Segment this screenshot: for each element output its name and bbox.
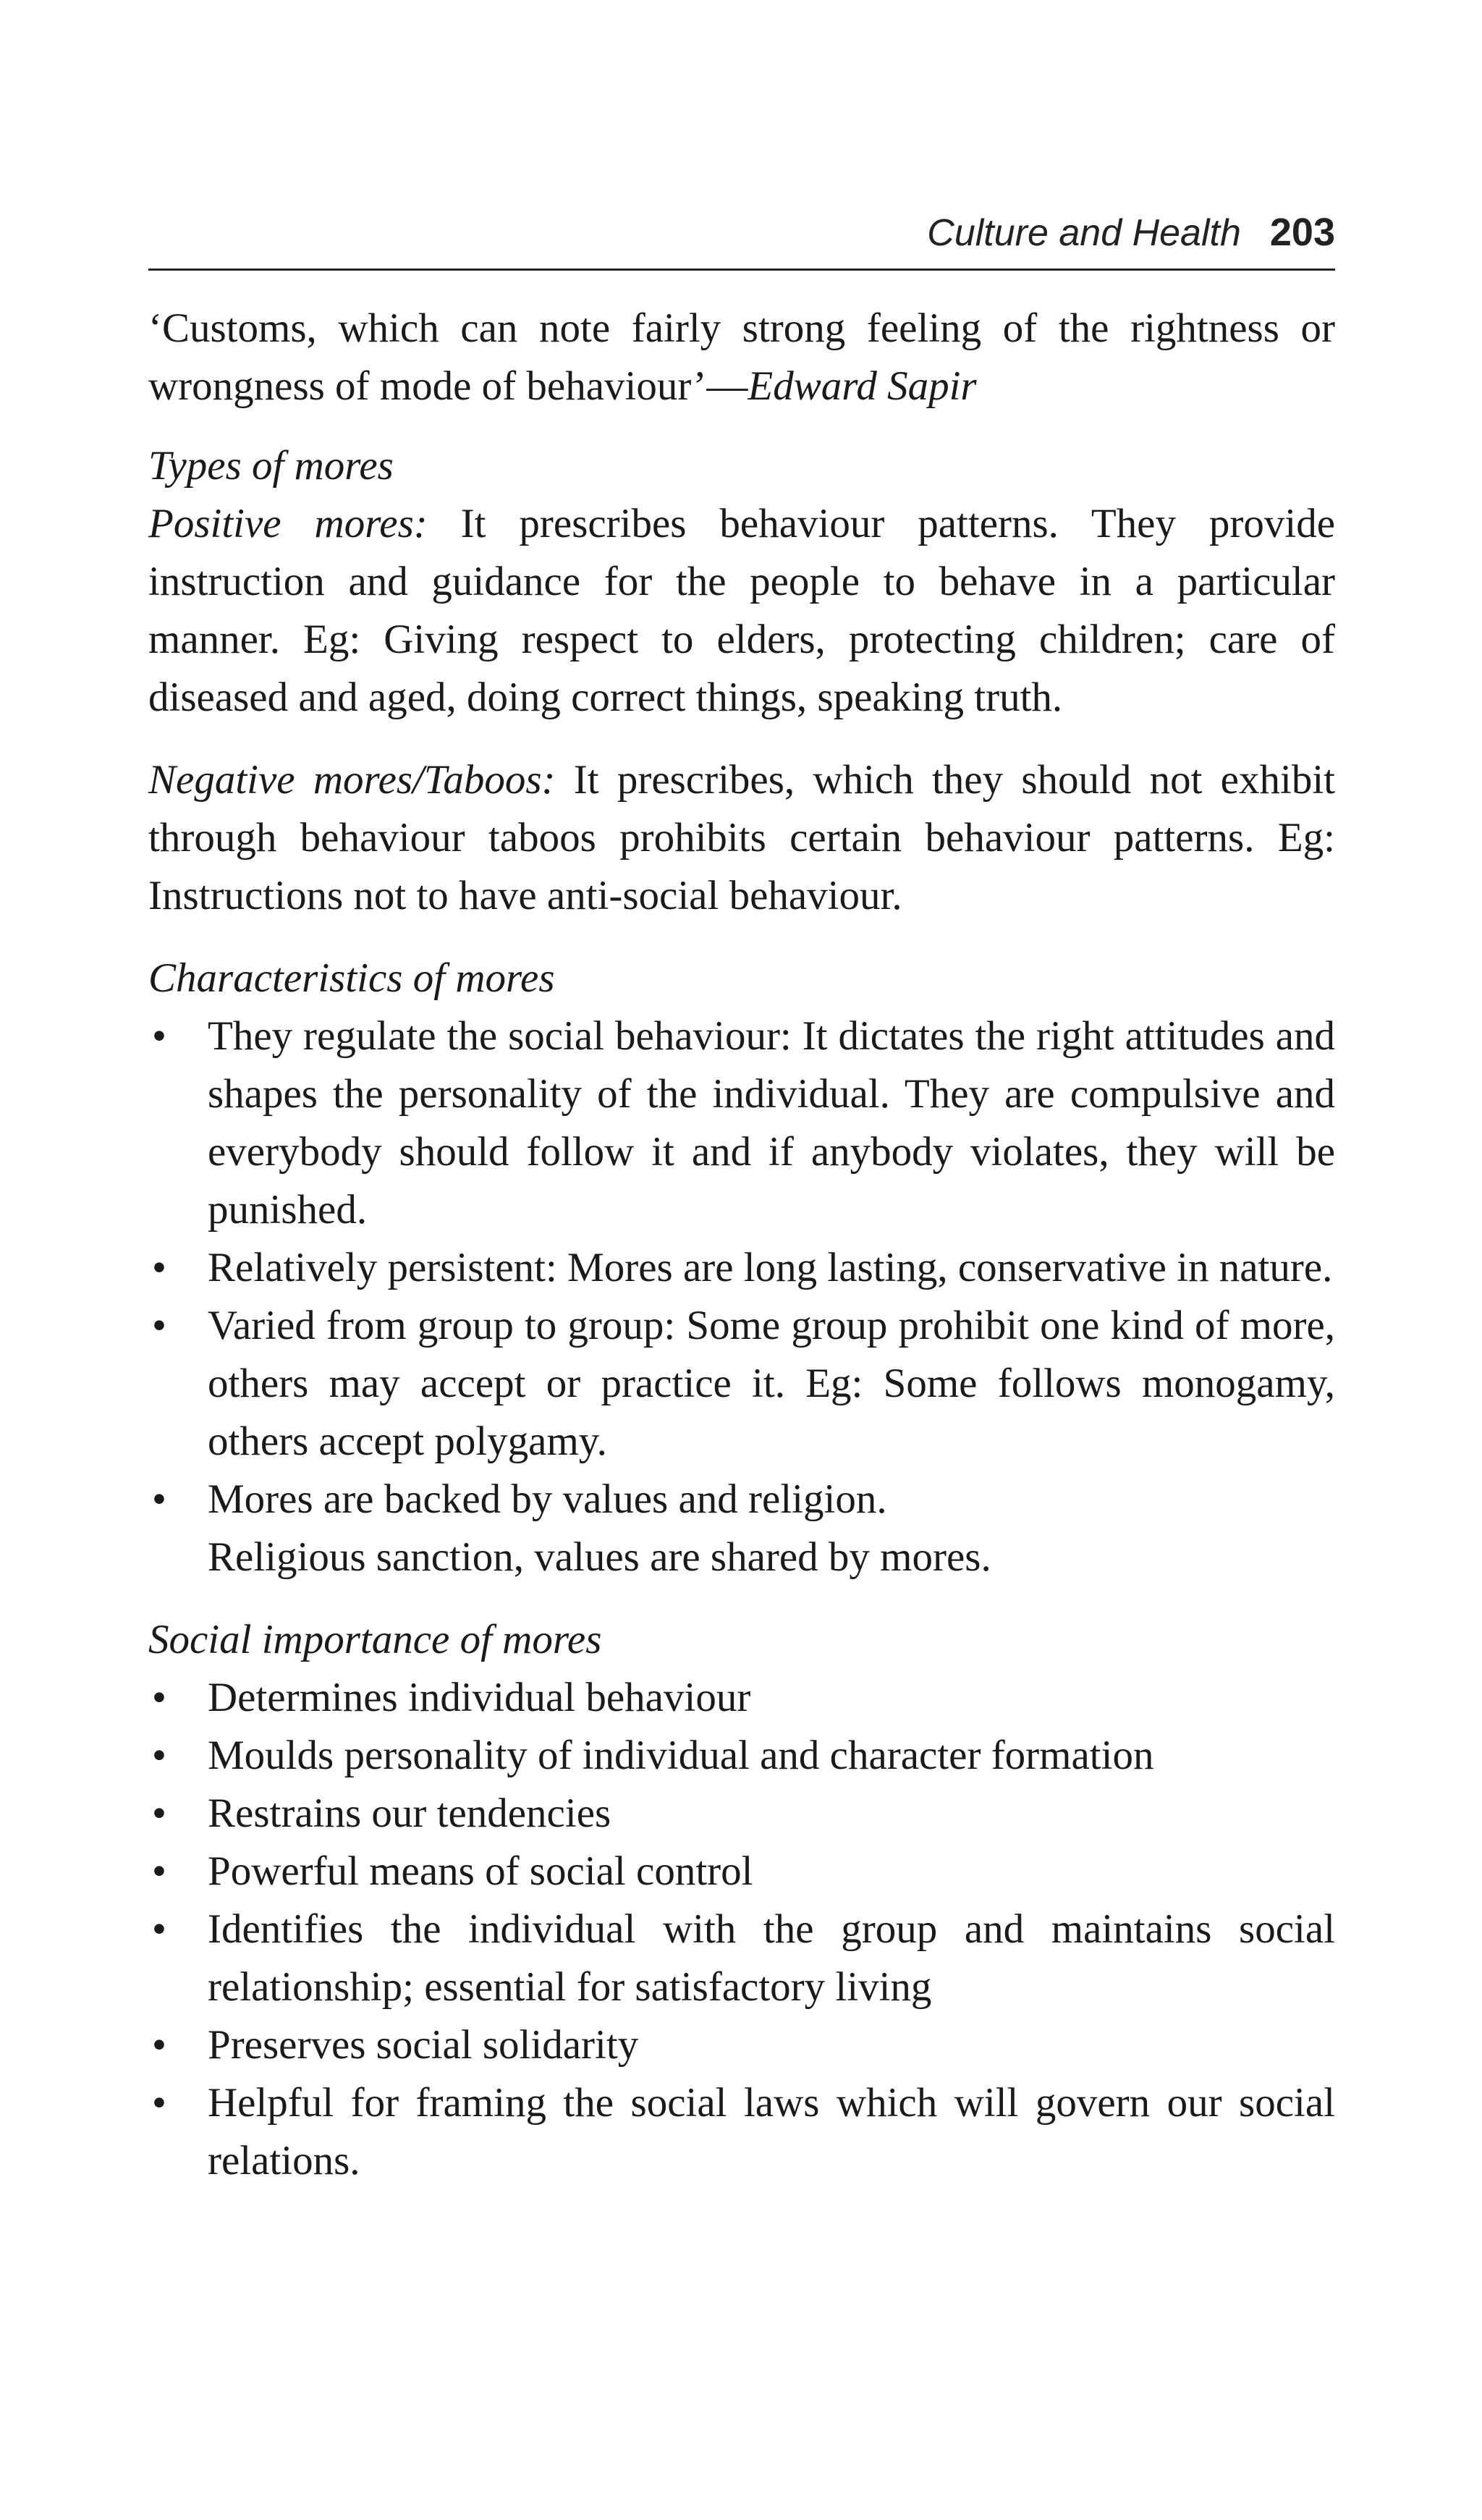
importance-list xyxy=(148,1669,1335,2190)
negative-mores-paragraph xyxy=(148,751,1335,925)
list-item-continuation: Religious sanction, values are shared by mores. xyxy=(208,1534,991,1580)
list-item-text: Determines individual behaviour xyxy=(208,1675,751,1720)
bullet-icon: • xyxy=(152,1245,166,1290)
bullet-icon: • xyxy=(152,1476,166,1522)
list-item-text: Restrains our tendencies xyxy=(208,1790,611,1836)
types-heading: Types of mores xyxy=(148,443,394,489)
page-number: 203 xyxy=(1269,211,1335,254)
list-item xyxy=(148,2016,1335,2074)
importance-heading: Social importance of mores xyxy=(148,1617,602,1662)
running-title: Culture and Health xyxy=(927,212,1241,254)
positive-mores-lead: Positive mores: xyxy=(148,501,428,546)
bullet-icon: • xyxy=(152,1848,166,1894)
list-item xyxy=(148,1727,1335,1785)
bullet-icon: • xyxy=(152,1303,166,1348)
list-item xyxy=(148,1007,1335,1239)
list-item-text: Helpful for framing the social laws which will govern our social relations. xyxy=(208,2080,1335,2183)
spacer xyxy=(148,727,1335,751)
list-item-text: Preserves social solidarity xyxy=(208,2022,639,2068)
list-item-text: Moulds personality of individual and character formation xyxy=(208,1733,1154,1778)
positive-mores-paragraph xyxy=(148,495,1335,727)
bullet-icon: • xyxy=(152,2080,166,2126)
list-item-text: They regulate the social behaviour: It dictates the right attitudes and shapes the personality of the individual. They are compulsive and everybody should follow it and if anybody violates, they will be punished. xyxy=(208,1013,1335,1232)
list-item xyxy=(148,1669,1335,1727)
list-item-text: Powerful means of social control xyxy=(208,1848,753,1894)
list-item xyxy=(148,2074,1335,2190)
spacer xyxy=(148,1586,1335,1611)
list-item-text: Varied from group to group: Some group prohibit one kind of more, others may accept or practice it. Eg: Some follows monogamy, others accept polygamy. xyxy=(208,1303,1335,1464)
spacer xyxy=(148,925,1335,950)
list-item-text: Identifies the individual with the group and maintains social relationship; essential for satisfactory living xyxy=(208,1906,1335,2010)
list-item xyxy=(148,1239,1335,1297)
bullet-icon: • xyxy=(152,1013,166,1059)
bullet-icon: • xyxy=(152,1906,166,1952)
bullet-icon: • xyxy=(152,2022,166,2068)
list-item xyxy=(148,1785,1335,1843)
list-item xyxy=(148,1843,1335,1900)
list-item-text: Relatively persistent: Mores are long lasting, conservative in nature. xyxy=(208,1245,1333,1290)
list-item xyxy=(148,1471,1335,1586)
running-header xyxy=(148,210,1335,271)
negative-mores-text: It prescribes, which they should not exhibit through behaviour taboos prohibits certain behaviour patterns. Eg: Instructions not to have anti-social behaviour. xyxy=(148,757,1335,918)
characteristics-list xyxy=(148,1007,1335,1586)
page-body xyxy=(148,300,1335,2190)
quote-paragraph xyxy=(148,300,1335,415)
bullet-icon: • xyxy=(152,1733,166,1778)
negative-mores-lead: Negative mores/Taboos: xyxy=(148,757,556,803)
list-item xyxy=(148,1297,1335,1471)
bullet-icon: • xyxy=(152,1675,166,1720)
list-item xyxy=(148,1900,1335,2016)
bullet-icon: • xyxy=(152,1790,166,1836)
quote-author: Edward Sapir xyxy=(748,363,977,409)
positive-mores-text: It prescribes behaviour patterns. They provide instruction and guidance for the people to behave in a particular manner. Eg: Giving respect to elders, protecting children; care of diseased and aged, doing correct things, speaking truth. xyxy=(148,501,1335,720)
characteristics-heading: Characteristics of mores xyxy=(148,955,555,1001)
quote-text: ‘Customs, which can note fairly strong feeling of the rightness or wrongness of mode of behaviour’— xyxy=(148,305,1335,409)
list-item-text: Mores are backed by values and religion. xyxy=(208,1476,887,1522)
book-page xyxy=(148,210,1335,2190)
